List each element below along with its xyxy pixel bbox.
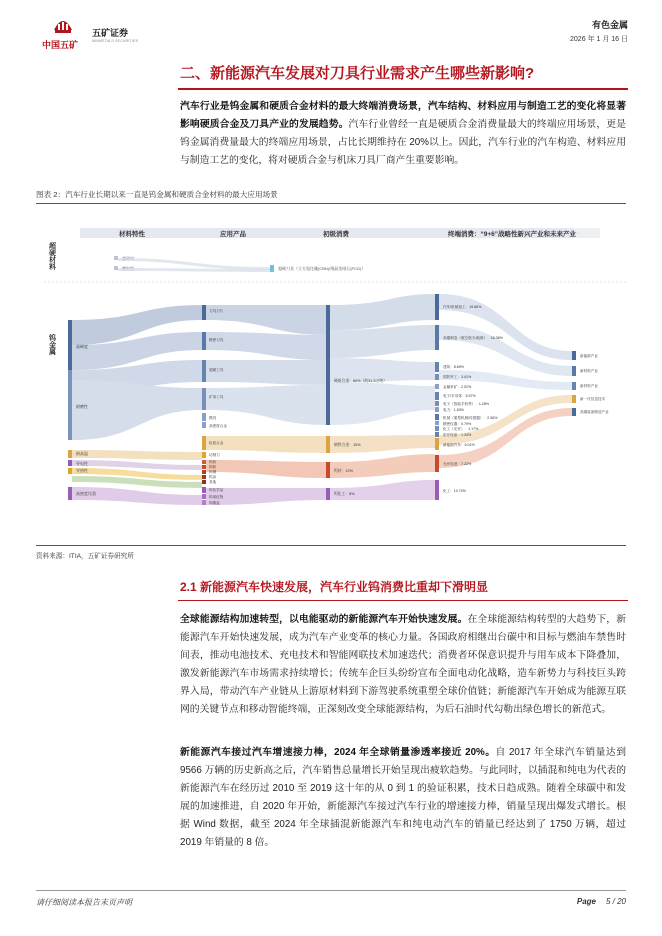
subsection-divider xyxy=(178,600,628,601)
future-nodes xyxy=(572,351,609,416)
future-label-3: 新材料产业 xyxy=(580,384,598,388)
product-label-14: 钨化学品 xyxy=(209,488,224,492)
superhard-product: 超硬刀具（立方氮化硼(CBN)/聚晶金刚石(PCD)） xyxy=(278,266,366,271)
flows-end-future xyxy=(439,294,572,468)
page-number: 5 / 20 xyxy=(605,897,626,906)
end-label-3: 建筑：8.69% xyxy=(443,365,464,369)
future-label-5: 高端装备制造产业 xyxy=(580,410,609,414)
header-material: 材料特性 xyxy=(119,231,145,238)
page-label: Page xyxy=(576,897,596,906)
column-headers xyxy=(80,228,600,238)
product-label-9: 钨丝 xyxy=(209,460,217,464)
figure-caption: 图表 2：汽车行业长期以来一直是钨金属和硬质合金材料的最大应用场景 xyxy=(36,190,278,199)
header-end: 终端消费：“9+6”战略性新兴产业和未来产业 xyxy=(447,231,577,238)
end-label-12: 医疗设备：1.34% xyxy=(443,433,472,437)
report-date: 2026 年 1 月 16 日 xyxy=(570,36,628,43)
paragraph-nev-sales xyxy=(180,744,626,852)
product-label-16: 钨酸盐 xyxy=(209,501,220,505)
material-label-3: 耐高温 xyxy=(76,451,88,456)
material-label-6: 高密度比重 xyxy=(76,491,96,496)
end-label-11: 化工（光伏）：1.17% xyxy=(443,427,479,431)
paragraph-2-text: 在全球能源结构转型的大趋势下，新能源汽车开始快速发展，成为汽车产业变革的核心力量。各国政府相继出台碳中和目标与燃油车禁售时间表，推动电池技术、充电技术和智能网联技术加速迭代；消费者环保意识提升与用车成本下降叠加，激发新能源汽车市场需求持续增长；传统车企巨头纷纷宣布全面电动化战略，造车新势力与科技巨头跨界入局，带动汽车产业链从上游原材料到下游驾驶系统重塑全球价值链；新能源汽车开始成为能源互联网的关键节点和移动智能终端，正深刻改变全球能源结构，为后石油时代勾勒出绿色增长的新范式。 xyxy=(180,614,627,715)
product-label-7: 轻质合金 xyxy=(209,441,224,445)
end-label-10: 精密仪器：0.79% xyxy=(443,422,472,426)
end-label-8: 电力：1.63% xyxy=(443,408,464,412)
intro-paragraph xyxy=(180,98,626,170)
footer-disclaimer: 请仔细阅读本报告末页声明 xyxy=(36,898,132,907)
product-label-1: 刀具刀片 xyxy=(209,309,224,313)
end-label-15: 化工：10.70% xyxy=(443,489,466,493)
product-label-2: 精密刀具 xyxy=(209,338,224,342)
product-label-12: 钨条 xyxy=(209,475,217,479)
end-label-13: 新能源汽车：9.01% xyxy=(443,443,475,447)
figure-source: 资料来源：ITIA，五矿证券研究所 xyxy=(36,553,134,560)
subsection-title: 2.1 新能源汽车快速发展，汽车行业钨消费比重却下滑明显 xyxy=(180,580,489,594)
logo-text: 中国五矿 xyxy=(42,40,79,50)
product-label-4: 矿用工具 xyxy=(209,395,224,399)
product-label-11: 钨钢 xyxy=(209,470,217,474)
product-label-15: 钨氧化物 xyxy=(209,495,224,499)
brand-english: MINMETALS SECURITIES xyxy=(92,39,139,43)
intro-text: 汽车行业曾经一直是硬质合金消费量最大的终端应用场景，更是钨金属消费量最大的终端应用场景，占比长期维持在 20%以上。因此，汽车行业的汽车构造、材料应用与制造工艺的变化，将对硬质合金与机床刀具厂商产生重要影响。 xyxy=(180,119,627,166)
footer-page xyxy=(577,897,626,906)
future-label-1: 新能源产业 xyxy=(580,354,598,358)
row-label-superhard: 超硬材料 xyxy=(48,242,56,270)
end-label-5: 金属采矿：2.02% xyxy=(443,385,472,389)
header-primary: 初级消费 xyxy=(323,231,349,238)
paragraph-2-bold: 全球能源结构加速转型，以电能驱动的新能源汽车开始快速发展。 xyxy=(180,614,468,625)
end-label-1: 汽车/机械加工：19.66% xyxy=(443,305,482,309)
end-label-14: 光伏电池：7.22% xyxy=(443,462,472,466)
end-use-nodes xyxy=(435,294,504,500)
brand-name: 五矿证券 xyxy=(92,28,129,38)
sector-label: 有色金属 xyxy=(591,20,628,30)
section-divider xyxy=(178,88,628,90)
end-label-9: 机械（重型机械/传感器）：2.36% xyxy=(443,416,498,420)
material-label-4: 导电性 xyxy=(76,461,88,466)
product-label-13: 其他 xyxy=(209,480,217,484)
primary-label-1: 硬质合金：60%（约31.5万吨） xyxy=(334,379,387,383)
brand xyxy=(92,26,138,43)
minmetals-logo-icon xyxy=(52,16,74,36)
section-title: 二、新能源汽车发展对刀具行业需求产生哪些新影响? xyxy=(180,65,535,82)
figure-bottom-rule xyxy=(36,545,626,546)
primary-label-4: 钨化工：8% xyxy=(334,492,355,496)
flows-product-primary xyxy=(206,305,326,505)
figure-top-rule xyxy=(36,203,626,204)
future-label-2: 新材料产业 xyxy=(580,369,598,373)
sankey-chart xyxy=(40,210,626,542)
end-label-7: 电子（智能手机等）：1.28% xyxy=(443,402,490,406)
product-label-8: 切削刀 xyxy=(209,453,220,457)
material-label-5: 导热性 xyxy=(76,468,88,473)
end-label-6: 电子/半导体：5.97% xyxy=(443,394,476,398)
material-label-1: 高硬度 xyxy=(76,344,88,349)
flows-material-product xyxy=(72,305,202,505)
material-label-2: 耐磨性 xyxy=(76,404,88,409)
minmetals-logo xyxy=(42,16,88,52)
header-product: 应用产品 xyxy=(220,231,246,238)
product-label-3: 超硬工具 xyxy=(209,368,224,372)
future-label-4: 新一代信息技术 xyxy=(580,397,606,401)
primary-label-3: 钨材：12% xyxy=(334,469,353,473)
product-label-6: 高密度合金 xyxy=(209,424,227,428)
intro-bold: 汽车行业是钨金属和硬质合金材料的最大终端消费场景，汽车结构、材料应用与制造工艺的变化将显著影响硬质合金及刀具产业的发展趋势。 xyxy=(180,101,626,130)
paragraph-3-bold: 新能源汽车接过汽车增速接力棒，2024 年全球销量渗透率接近 20%。 xyxy=(180,747,496,758)
primary-label-2: 钢铁合金：15% xyxy=(334,443,361,447)
paragraph-energy-transition xyxy=(180,611,626,719)
product-label-10: 钨粉 xyxy=(209,465,217,469)
page-header xyxy=(0,0,662,56)
product-label-5: 模具 xyxy=(209,416,217,420)
footer-rule xyxy=(36,890,626,891)
end-label-4: 国防军工：3.41% xyxy=(443,375,472,379)
end-label-2: 高端制造（航空航天/能源）：16.36% xyxy=(443,336,503,340)
paragraph-3-text: 自 2017 年全球汽车销量达到 9566 万辆的历史新高之后，汽车销售总量增长开始呈现出疲软趋势。与此同时，以插混和纯电为代表的新能源汽车在经历过 2010 至 2019 这十年的从 0 到 1 的验证积累，技术日趋成熟。随着全球碳中和发展的加速推进，自 2020 年开始，新能源汽车接过汽车行业的增速接力棒，销量呈现出爆发式增长。根据 Wind 数据，截至 2024 年全球插混新能源汽车和纯电动汽车的销量已经达到了 1750 万辆，超过 2019 年销量的 8 倍。 xyxy=(180,747,626,848)
row-label-tungsten: 钨金属 xyxy=(48,334,56,355)
